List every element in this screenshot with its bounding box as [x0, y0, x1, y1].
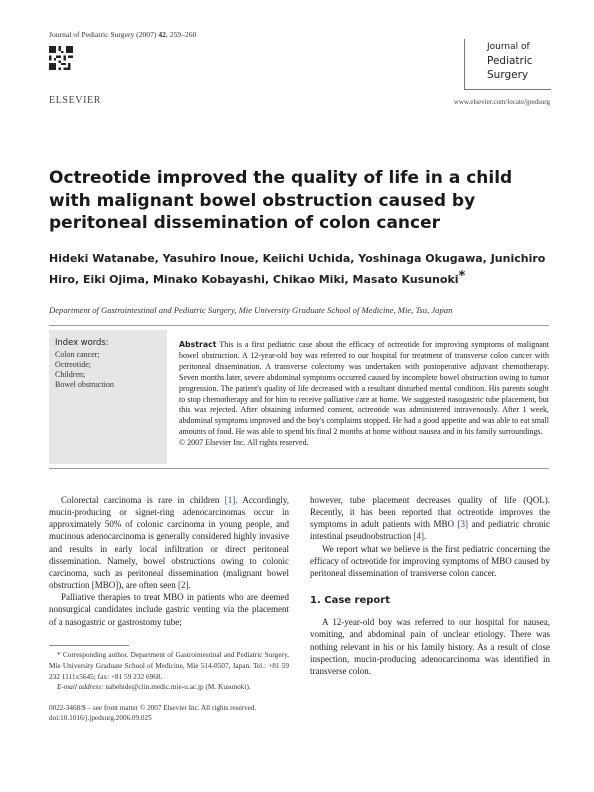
journal-logo-box	[464, 39, 551, 90]
logo-line-1: Journal of	[487, 42, 530, 52]
abstract-text: This is a first pediatric case about the efficacy of octreotide for improving symptoms of malignant bowel obstruction. A 12-year-old boy was referred to our hospital for treatment of transverse colon cancer with peritoneal dissemination. A transverse colectomy was undertaken with postoperative adjuvant chemotherapy. Seven months later, severe abdominal symptoms occurred caused by incomplete bowel obstruction owing to tumor progression. The patient's quality of life decreased with a resultant disturbed mental condition. His parents sought to stop chemotherapy and for him to receive palliative care at home. We suggested nasogastric tube placement, but this was rejected. After obtaining informed consent, octreotide was administered intravenously. After 1 week, abdominal symptoms improved and the boy's complaints stopped. He had a good appetite and was able to eat small amounts of food. He was able to spend his final 2 months at home without nausea and in his family surroundings.	[179, 340, 549, 437]
keywords-box	[49, 330, 167, 464]
footnote	[49, 650, 289, 693]
publisher-logo: ELSEVIER	[49, 95, 102, 106]
author-list	[49, 250, 549, 289]
paragraph-text: .	[188, 580, 191, 591]
citation-journal: Journal of Pediatric Surgery (2007)	[49, 30, 159, 39]
footnote-divider	[49, 645, 129, 646]
citation-link[interactable]: [1]	[224, 495, 236, 505]
issn-line: 0022-3468/$ – see front matter © 2007 Elsevier Inc. All rights reserved.	[49, 704, 257, 712]
copyright-block	[49, 703, 256, 723]
journal-logo	[487, 40, 533, 82]
citation-pages: , 259–260	[165, 30, 197, 39]
citation-link[interactable]: [4]	[413, 531, 424, 542]
abstract-section	[49, 325, 549, 469]
email-address[interactable]: nabehide@clin.medic.mie-u.ac.jp (M. Kusunoki).	[103, 682, 251, 692]
citation-link[interactable]: [2]	[177, 580, 189, 591]
citation-volume: 42	[158, 30, 166, 39]
paragraph-text: however, tube placement decreases quality of life (QOL). Recently, it has been reported that octreotide improves the symptoms in adult patients with MBO	[310, 495, 550, 530]
email-label: E-mail address:	[57, 682, 104, 692]
body-paragraph: We report what we believe is the first pediatric concerning the efficacy of octreotide for improving symptoms of MBO caused by peritoneal dissemination of transverse colon cancer.	[310, 543, 550, 578]
body-paragraph: Palliative therapies to treat MBO in patients who are deemed nonsurgical candidates include gastric venting via the placement of a nasogastric or gastrostomy tube;	[49, 592, 289, 627]
paragraph-text: and pediatric chronic intestinal pseudoobstruction	[310, 519, 550, 542]
journal-url-link[interactable]: www.elsevier.com/locate/jpedsurg	[453, 98, 550, 106]
logo-line-2: Pediatric	[487, 55, 533, 67]
article-title: Octreotide improved the quality of life in a child with malignant bowel obstruction caused by peritoneal dissemination of colon cancer	[49, 168, 513, 233]
keyword-item: Octreotide;	[55, 360, 91, 369]
body-paragraph: A 12-year-old boy was referred to our hospital for nausea, vomiting, and abdominal pain of unclear etiology. There was nothing relevant in his or his family history. As a result of close inspection, mucin-producing adenocarcinoma was identified in transverse colon.	[310, 617, 550, 676]
author-names: Hideki Watanabe, Yasuhiro Inoue, Keiichi Uchida, Yoshinaga Okugawa, Junichiro Hiro, Eiki Ojima, Minako Kobayashi, Chikao Miki, Masato Kusunoki	[49, 252, 546, 286]
abstract-copyright: © 2007 Elsevier Inc. All rights reserved.	[179, 438, 309, 448]
body-column-left	[49, 494, 289, 628]
corresponding-author-mark[interactable]: *	[458, 269, 466, 284]
keyword-item: Colon cancer;	[55, 350, 100, 359]
abstract-body	[179, 340, 549, 449]
keywords-list	[55, 350, 114, 390]
keyword-item: Bowel obstruction	[55, 380, 114, 389]
body-column-right	[310, 494, 550, 677]
section-heading: 1. Case report	[310, 595, 390, 607]
body-paragraph	[310, 494, 550, 543]
corresponding-author-note: * Corresponding author. Department of Gastrointestinal and Pediatric Surgery, Mie University Graduate School of Medicine, Mie 514-8507, Japan. Tel.: +81 59 232 1111x5645; fax: +81 59 232 6968.	[49, 650, 289, 681]
logo-line-3: Surgery	[487, 69, 529, 81]
keywords-title: Index words:	[55, 337, 109, 347]
affiliation: Department of Gastrointestinal and Pediatric Surgery, Mie University Graduate School of Medicine, Mie, Tsu, Japan	[49, 305, 453, 315]
paragraph-text: Colorectal carcinoma is rare in children	[61, 495, 225, 505]
email-line	[49, 682, 289, 693]
paragraph-text: . Accordingly, mucin-producing or signet-ring adenocarcinomas occur in approximately 50% of colonic carcinoma in young people, and mucinous adenocarcinoma is generally considered highly invasive and results in early local infiltration or direct peritoneal dissemination. Namely, bowel obstructions owing to colonic carcinoma, such as peritoneal dissemination (malignant bowel obstruction [MBO]), are often seen	[49, 495, 290, 591]
keyword-item: Children;	[55, 370, 86, 379]
paragraph-text: .	[424, 531, 427, 542]
doi-link[interactable]: doi:10.1016/j.jpedsurg.2006.09.025	[49, 714, 152, 722]
qr-code-icon	[49, 46, 73, 70]
body-paragraph	[49, 494, 289, 591]
journal-citation	[49, 30, 196, 39]
citation-link[interactable]: [3]	[457, 519, 469, 530]
abstract-label: Abstract	[179, 340, 217, 349]
